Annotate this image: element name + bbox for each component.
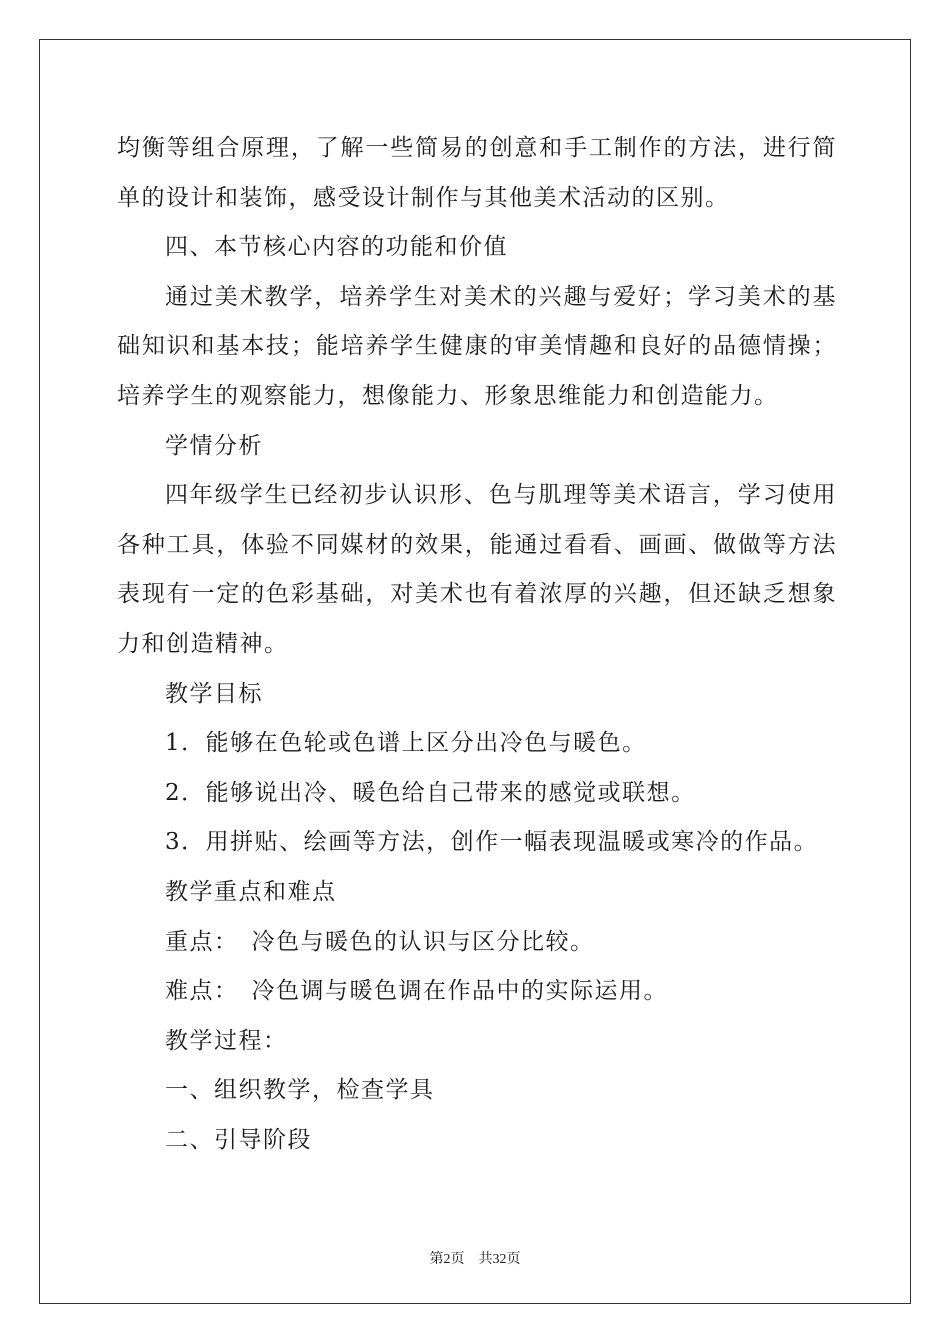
goal-item-3: 3．用拼贴、绘画等方法，创作一幅表现温暖或寒冷的作品。 bbox=[165, 829, 819, 856]
goal-item-2: 2．能够说出冷、暖色给自己带来的感觉或联想。 bbox=[165, 779, 696, 806]
process-step-2: 二、引导阶段 bbox=[165, 1126, 312, 1153]
difficult-point: 难点： 冷色调与暖色调在作品中的实际运用。 bbox=[165, 978, 668, 1005]
page-number: 第2页 bbox=[429, 1252, 465, 1267]
key-point: 重点： 冷色与暖色的认识与区分比较。 bbox=[165, 928, 595, 955]
document-body bbox=[117, 124, 837, 1165]
section-heading-student-analysis: 学情分析 bbox=[165, 432, 263, 459]
page-footer bbox=[0, 1248, 950, 1268]
paragraph-1: 均衡等组合原理，了解一些简易的创意和手工制作的方法，进行简单的设计和装饰，感受设计制作与其他美术活动的区别。 bbox=[117, 135, 837, 211]
process-step-1: 一、组织教学，检查学具 bbox=[165, 1077, 435, 1104]
total-pages: 共32页 bbox=[478, 1252, 521, 1267]
paragraph-core-content: 通过美术教学，培养学生对美术的兴趣与爱好；学习美术的基础知识和基本技；能培养学生健康的审美情趣和良好的品德情操；培养学生的观察能力，想像能力、形象思维能力和创造能力。 bbox=[117, 283, 837, 409]
section-heading-teaching-goals: 教学目标 bbox=[165, 680, 263, 707]
paragraph-student-analysis: 四年级学生已经初步认识形、色与肌理等美术语言，学习使用各种工具，体验不同媒材的效果，能通过看看、画画、做做等方法表现有一定的色彩基础，对美术也有着浓厚的兴趣，但还缺乏想象力和创造精神。 bbox=[117, 482, 837, 657]
section-heading-teaching-process: 教学过程： bbox=[165, 1027, 288, 1054]
section-heading-key-points: 教学重点和难点 bbox=[165, 878, 337, 905]
goal-item-1: 1．能够在色轮或色谱上区分出冷色与暖色。 bbox=[165, 730, 647, 757]
section-heading-core-content: 四、本节核心内容的功能和价值 bbox=[165, 234, 508, 261]
